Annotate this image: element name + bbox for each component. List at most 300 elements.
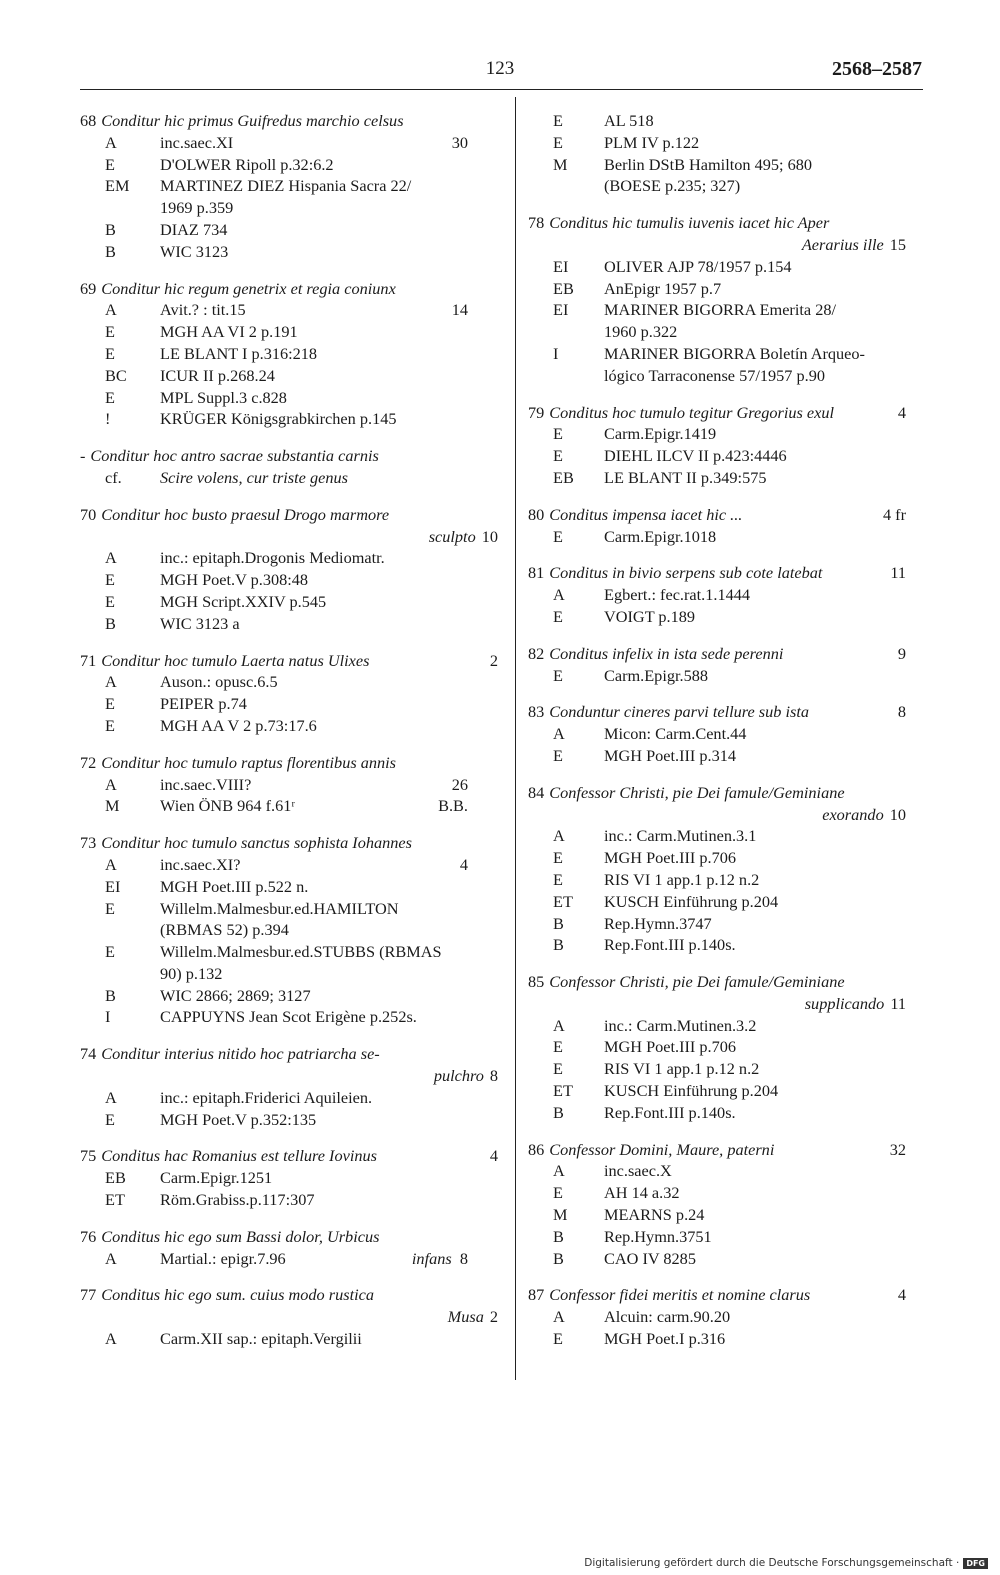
incipit-continuation-text: supplicando <box>804 993 885 1013</box>
incipit-continuation-text: Aerarius ille <box>801 234 884 254</box>
reference-line <box>80 715 498 737</box>
reference-text: WIC 2866; 2869; 3127 <box>160 985 311 1005</box>
source-code: A <box>105 1248 117 1268</box>
verse-count: 10 <box>889 804 906 824</box>
source-code: A <box>105 1329 117 1349</box>
incipit-text: Conditus hic ego sum. cuius modo rustica <box>101 1285 374 1305</box>
source-code: B <box>105 613 116 633</box>
incipit-text: Conditur hoc tumulo Laerta natus Ulixes <box>101 650 370 670</box>
reference-line <box>528 891 906 913</box>
catalog-entry <box>528 562 906 627</box>
reference-text: (BOESE p.235; 327) <box>604 176 741 196</box>
entry-number: 70 <box>80 504 97 524</box>
reference-line <box>528 1306 906 1328</box>
reference-text: Alcuin: carm.90.20 <box>604 1307 731 1327</box>
incipit-text: Confessor Domini, Maure, paterni <box>549 1139 775 1159</box>
reference-text: Avit.? : tit.15 <box>160 300 246 320</box>
reference-text: MGH Poet.I p.316 <box>604 1329 726 1349</box>
reference-text: MGH AA VI 2 p.191 <box>160 322 298 342</box>
incipit-continuation <box>528 993 906 1015</box>
incipit-continuation <box>528 234 906 256</box>
right-annotation: 30 <box>451 132 468 152</box>
reference-text: Auson.: opusc.6.5 <box>160 672 278 692</box>
reference-line <box>528 154 906 176</box>
right-annotation: 4 <box>459 854 468 874</box>
right-annotation: B.B. <box>438 796 468 816</box>
verse-count: 8 <box>459 1248 468 1268</box>
reference-line <box>80 1248 498 1270</box>
reference-text: MPL Suppl.3 c.828 <box>160 387 287 407</box>
reference-line <box>80 985 498 1007</box>
reference-text: MGH AA V 2 p.73:17.6 <box>160 715 317 735</box>
incipit-text: Conditur hoc busto praesul Drogo marmore <box>101 504 390 524</box>
source-code: EB <box>553 467 574 487</box>
source-code: E <box>553 745 563 765</box>
entry-number: 78 <box>528 213 545 233</box>
entry-number: 69 <box>80 278 97 298</box>
reference-line <box>80 132 498 154</box>
entry-heading <box>80 752 498 774</box>
reference-line <box>528 1058 906 1080</box>
entry-heading <box>80 504 498 526</box>
catalog-entry <box>80 752 498 817</box>
right-annotation <box>412 1248 498 1270</box>
reference-text: AL 518 <box>604 111 654 130</box>
verse-count: 11 <box>890 993 906 1013</box>
reference-text: AH 14 a.32 <box>604 1183 680 1203</box>
source-code: A <box>105 548 117 568</box>
entry-number: 86 <box>528 1139 545 1159</box>
catalog-entry <box>80 445 498 489</box>
source-code <box>80 919 160 941</box>
verse-count: 10 <box>481 526 498 546</box>
verse-count: 4 <box>897 1285 906 1305</box>
incipit-text: Conditur hoc tumulo sanctus sophista Iohannes <box>101 833 412 853</box>
reference-line <box>528 1248 906 1270</box>
source-code: EB <box>553 278 574 298</box>
source-code: A <box>553 585 565 605</box>
source-code: A <box>105 672 117 692</box>
source-code: E <box>553 526 563 546</box>
incipit-continuation-text: pulchro <box>433 1066 484 1086</box>
catalog-entry <box>528 701 906 766</box>
verse-count: 4 <box>897 402 906 422</box>
source-code: B <box>105 241 116 261</box>
reference-text: Martial.: epigr.7.96 <box>160 1248 286 1268</box>
reference-line <box>80 365 498 387</box>
entry-heading <box>528 402 906 424</box>
incipit-continuation-text: Musa <box>447 1307 484 1327</box>
entry-heading <box>528 782 906 804</box>
catalog-entry <box>528 971 906 1124</box>
reference-text: inc.: Carm.Mutinen.3.2 <box>604 1015 757 1035</box>
reference-line <box>528 365 906 387</box>
column-divider <box>515 97 516 1380</box>
incipit-text: Conditus hac Romanius est tellure Iovinus <box>101 1146 377 1166</box>
source-code: E <box>553 665 563 685</box>
reference-line <box>80 613 498 635</box>
reference-text: Egbert.: fec.rat.1.1444 <box>604 585 751 605</box>
reference-line <box>80 941 498 963</box>
source-code: E <box>553 848 563 868</box>
entry-range: 2568–2587 <box>832 58 922 80</box>
source-code: E <box>105 715 115 735</box>
reference-text: Carm.Epigr.1018 <box>604 526 717 546</box>
reference-line <box>80 1189 498 1211</box>
verse-count: 4 <box>489 1146 498 1166</box>
right-annotation: 14 <box>451 300 468 320</box>
source-code: E <box>105 322 115 342</box>
source-code: ! <box>105 409 111 429</box>
catalog-entry <box>80 1226 498 1270</box>
entry-heading <box>80 1043 498 1065</box>
source-code: M <box>553 154 568 174</box>
reference-line <box>80 1006 498 1028</box>
catalog-entry <box>80 832 498 1028</box>
catalog-entry <box>528 1139 906 1270</box>
entry-heading <box>528 971 906 993</box>
reference-text: CAPPUYNS Jean Scot Erigène p.252s. <box>160 1007 417 1027</box>
incipit-text: Conditus hoc tumulo tegitur Gregorius exul <box>549 402 835 422</box>
reference-line <box>528 1226 906 1248</box>
incipit-text: Conditur interius nitido hoc patriarcha se- <box>101 1044 380 1064</box>
verse-count: 4 fr <box>882 504 906 524</box>
reference-text: lógico Tarraconense 57/1957 p.90 <box>604 365 826 385</box>
source-code: E <box>553 132 563 152</box>
source-code: E <box>553 1329 563 1349</box>
entry-number: 81 <box>528 563 545 583</box>
entry-heading <box>528 1139 906 1161</box>
footer-separator: · <box>952 1557 960 1569</box>
entry-number: 77 <box>80 1285 97 1305</box>
reference-text: Micon: Carm.Cent.44 <box>604 724 747 744</box>
reference-text: Rep.Hymn.3747 <box>604 913 712 933</box>
reference-line <box>528 934 906 956</box>
reference-line <box>80 1087 498 1109</box>
source-code: I <box>105 1007 111 1027</box>
reference-line <box>528 423 906 445</box>
reference-text: inc.saec.XI <box>160 132 234 152</box>
reference-text: MEARNS p.24 <box>604 1205 705 1225</box>
entry-number: 79 <box>528 402 545 422</box>
header-rule <box>80 89 923 90</box>
reference-text: LE BLANT I p.316:218 <box>160 343 318 363</box>
reference-text: DIEHL ILCV II p.423:4446 <box>604 446 787 466</box>
reference-line <box>528 665 906 687</box>
incipit-text: Conditus infelix in ista sede perenni <box>549 643 784 663</box>
reference-text: MARINER BIGORRA Boletín Arqueo- <box>604 343 865 363</box>
catalog-entry <box>80 278 498 431</box>
source-code: E <box>553 424 563 444</box>
reference-text: MGH Poet.V p.308:48 <box>160 570 309 590</box>
entry-heading <box>528 1284 906 1306</box>
source-code: E <box>553 1183 563 1203</box>
source-code: EI <box>553 256 569 276</box>
source-code: EB <box>105 1168 126 1188</box>
reference-text: AnEpigr 1957 p.7 <box>604 278 722 298</box>
source-code: EM <box>105 176 130 196</box>
incipit-text: Conditur hic regum genetrix et regia coniunx <box>101 278 396 298</box>
source-code: E <box>553 446 563 466</box>
reference-text: PEIPER p.74 <box>160 694 247 714</box>
reference-text: Berlin DStB Hamilton 495; 680 <box>604 154 813 174</box>
reference-text: inc.saec.X <box>604 1161 672 1181</box>
reference-line <box>528 1015 906 1037</box>
reference-text: Rep.Font.III p.140s. <box>604 1102 736 1122</box>
reference-line <box>80 591 498 613</box>
incipit-text: Conditus in bivio serpens sub cote latebat <box>549 563 823 583</box>
source-code: A <box>105 132 117 152</box>
reference-line <box>80 693 498 715</box>
catalog-entry <box>528 1284 906 1349</box>
source-code: A <box>553 724 565 744</box>
reference-line <box>528 343 906 365</box>
reference-text: MARINER BIGORRA Emerita 28/ <box>604 300 836 320</box>
reference-line <box>528 132 906 154</box>
reference-text: MARTINEZ DIEZ Hispania Sacra 22/ <box>160 176 412 196</box>
entry-heading <box>528 562 906 584</box>
catalog-entry <box>528 110 906 197</box>
reference-text: Willelm.Malmesbur.ed.HAMILTON <box>160 898 399 918</box>
source-code: E <box>105 898 115 918</box>
reference-line <box>80 467 498 489</box>
entry-number: 87 <box>528 1285 545 1305</box>
entry-heading <box>80 1226 498 1248</box>
catalog-entry <box>80 504 498 635</box>
reference-text: Rep.Hymn.3751 <box>604 1226 712 1246</box>
source-code: E <box>553 606 563 626</box>
source-code: A <box>553 1161 565 1181</box>
reference-line <box>80 671 498 693</box>
dfg-logo: DFG <box>963 1558 988 1569</box>
entry-number: 76 <box>80 1226 97 1246</box>
source-code: E <box>105 387 115 407</box>
entry-number: 80 <box>528 504 545 524</box>
source-code: A <box>553 826 565 846</box>
entry-heading <box>528 643 906 665</box>
source-code: B <box>553 935 564 955</box>
catalog-entry <box>80 110 498 263</box>
source-code: E <box>105 942 115 962</box>
reference-line <box>528 1160 906 1182</box>
reference-text: MGH Poet.III p.522 n. <box>160 876 309 896</box>
reference-line <box>528 745 906 767</box>
reference-line <box>528 584 906 606</box>
source-code <box>80 963 160 985</box>
verse-count: 2 <box>489 650 498 670</box>
verse-count: 8 <box>897 702 906 722</box>
source-code: E <box>105 694 115 714</box>
reference-line <box>528 321 906 343</box>
reference-line <box>528 175 906 197</box>
source-code: E <box>553 1059 563 1079</box>
source-code <box>528 321 604 343</box>
reference-line <box>80 387 498 409</box>
source-code: ET <box>553 891 573 911</box>
source-code: EI <box>553 300 569 320</box>
source-code <box>528 175 604 197</box>
incipit-continuation <box>528 804 906 826</box>
reference-line <box>80 154 498 176</box>
source-code: A <box>105 1087 117 1107</box>
reference-text: MGH Poet.III p.706 <box>604 1037 737 1057</box>
reference-text: ICUR II p.268.24 <box>160 365 275 385</box>
entry-heading <box>528 701 906 723</box>
source-code: E <box>553 869 563 889</box>
reference-text: Scire volens, cur triste genus <box>160 467 348 487</box>
incipit-continuation-text: exorando <box>822 804 884 824</box>
entry-number: 74 <box>80 1044 97 1064</box>
entry-number: - <box>80 446 86 466</box>
source-code: ET <box>105 1190 125 1210</box>
entry-number: 75 <box>80 1146 97 1166</box>
entry-heading <box>528 504 906 526</box>
reference-line <box>528 299 906 321</box>
reference-line <box>80 321 498 343</box>
source-code: E <box>105 570 115 590</box>
reference-line <box>528 1204 906 1226</box>
reference-line <box>528 278 906 300</box>
reference-line <box>528 869 906 891</box>
entry-heading <box>80 832 498 854</box>
reference-line <box>528 445 906 467</box>
entry-heading <box>80 110 498 132</box>
reference-text: Willelm.Malmesbur.ed.STUBBS (RBMAS <box>160 942 442 962</box>
source-code: B <box>553 913 564 933</box>
incipit-text: Confessor Christi, pie Dei famule/Geminiane <box>549 782 845 802</box>
catalog-entry <box>80 1145 498 1210</box>
source-code: A <box>105 300 117 320</box>
reference-text: Carm.Epigr.588 <box>604 665 709 685</box>
incipit-text: Conditus hic tumulis iuvenis iacet hic Aper <box>549 213 830 233</box>
reference-text: Rep.Font.III p.140s. <box>604 935 736 955</box>
reference-line <box>80 963 498 985</box>
reference-line <box>80 343 498 365</box>
reference-text: Röm.Grabiss.p.117:307 <box>160 1190 315 1210</box>
reference-line <box>528 1182 906 1204</box>
entry-heading <box>80 650 498 672</box>
reference-text: KUSCH Einführung p.204 <box>604 1081 779 1101</box>
incipit-text: Confessor fidei meritis et nomine clarus <box>549 1285 811 1305</box>
reference-text: RIS VI 1 app.1 p.12 n.2 <box>604 1059 760 1079</box>
reference-text: inc.: Carm.Mutinen.3.1 <box>604 826 757 846</box>
incipit-continuation-text: sculpto <box>428 526 476 546</box>
reference-line <box>80 569 498 591</box>
reference-text: inc.saec.VIII? <box>160 774 252 794</box>
reference-line <box>80 547 498 569</box>
entry-heading <box>80 278 498 300</box>
entry-number: 83 <box>528 702 545 722</box>
reference-line <box>528 1328 906 1350</box>
reference-line <box>80 1167 498 1189</box>
source-code: M <box>105 796 120 816</box>
source-code: A <box>105 854 117 874</box>
reference-text: inc.: epitaph.Friderici Aquileien. <box>160 1087 373 1107</box>
entry-heading <box>80 1145 498 1167</box>
reference-line <box>528 825 906 847</box>
reference-text: CAO IV 8285 <box>604 1248 696 1268</box>
catalog-entry <box>528 782 906 956</box>
source-code: A <box>553 1307 565 1327</box>
catalog-entry <box>528 643 906 687</box>
incipit-text: Conditus hic ego sum Bassi dolor, Urbicus <box>101 1226 380 1246</box>
left-column <box>80 110 498 1365</box>
source-code: EI <box>105 876 121 896</box>
incipit-text: Conditur hoc tumulo raptus florentibus annis <box>101 752 397 772</box>
reference-text: PLM IV p.122 <box>604 132 700 152</box>
reference-text: WIC 3123 a <box>160 613 240 633</box>
incipit-text: Conduntur cineres parvi tellure sub ista <box>549 702 810 722</box>
reference-text: 1960 p.322 <box>604 322 678 342</box>
reference-line <box>80 774 498 796</box>
source-code: B <box>553 1226 564 1246</box>
reference-text: Wien ÖNB 964 f.61ʳ <box>160 796 295 816</box>
verse-count: 15 <box>889 234 906 254</box>
entry-number: 68 <box>80 111 97 130</box>
footer-text: Digitalisierung gefördert durch die Deutsche Forschungsgemeinschaft <box>584 1557 953 1569</box>
source-code: E <box>553 111 563 130</box>
reference-text: D'OLWER Ripoll p.32:6.2 <box>160 154 334 174</box>
reference-line <box>528 256 906 278</box>
source-code: BC <box>105 365 127 385</box>
reference-text: MGH Poet.III p.706 <box>604 848 737 868</box>
right-annotation: 26 <box>451 774 468 794</box>
reference-line <box>528 110 906 132</box>
reference-line <box>528 1102 906 1124</box>
verse-count: 9 <box>897 643 906 663</box>
reference-text: Carm.Epigr.1251 <box>160 1168 273 1188</box>
reference-line <box>80 854 498 876</box>
reference-line <box>80 1109 498 1131</box>
source-code: A <box>553 1015 565 1035</box>
reference-line <box>528 1080 906 1102</box>
reference-line <box>528 526 906 548</box>
reference-text: VOIGT p.189 <box>604 606 696 626</box>
incipit-continuation <box>80 1065 498 1087</box>
verse-count: 2 <box>489 1307 498 1327</box>
reference-text: KRÜGER Königsgrabkirchen p.145 <box>160 409 397 429</box>
reference-line <box>80 219 498 241</box>
reference-text: OLIVER AJP 78/1957 p.154 <box>604 256 792 276</box>
reference-line <box>528 606 906 628</box>
source-code: B <box>105 985 116 1005</box>
incipit-text: Conditus impensa iacet hic ... <box>549 504 743 524</box>
reference-text: RIS VI 1 app.1 p.12 n.2 <box>604 869 760 889</box>
source-code <box>80 197 160 219</box>
verse-count: 11 <box>890 563 906 583</box>
source-code: E <box>553 1037 563 1057</box>
reference-line <box>80 197 498 219</box>
reference-line <box>80 919 498 941</box>
reference-line <box>528 847 906 869</box>
source-code: cf. <box>105 467 122 487</box>
source-code: I <box>553 343 559 363</box>
source-code: E <box>105 154 115 174</box>
reference-line <box>80 408 498 430</box>
entry-number: 82 <box>528 643 545 663</box>
entry-number: 73 <box>80 833 97 853</box>
entry-number: 84 <box>528 782 545 802</box>
reference-text: KUSCH Einführung p.204 <box>604 891 779 911</box>
source-code: B <box>105 219 116 239</box>
catalog-entry <box>528 402 906 489</box>
incipit-end-word: infans <box>411 1248 452 1268</box>
reference-text: MGH Poet.V p.352:135 <box>160 1109 317 1129</box>
reference-line <box>80 795 498 817</box>
reference-line <box>80 299 498 321</box>
reference-line <box>80 876 498 898</box>
entry-heading <box>528 212 906 234</box>
